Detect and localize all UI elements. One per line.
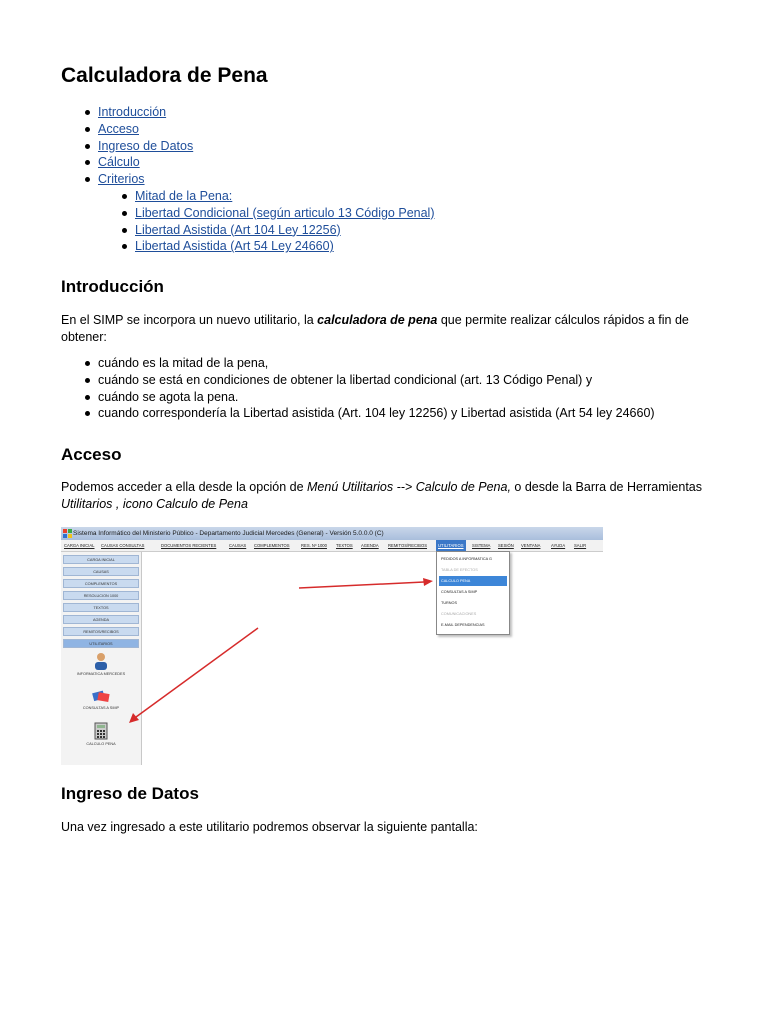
- list-item: cuándo es la mitad de la pena,: [61, 355, 655, 372]
- toc-link-mitad[interactable]: Mitad de la Pena:: [135, 188, 233, 203]
- menu-sistema[interactable]: SISTEMA: [472, 543, 491, 548]
- menu-carga-inicial[interactable]: CARGA INICIAL: [64, 543, 95, 548]
- toc-subitem: [61, 222, 435, 239]
- intro-emphasis: calculadora de pena: [317, 313, 438, 327]
- menu-textos[interactable]: TEXTOS: [336, 543, 353, 548]
- toolbar-label: CALCULO PENA: [86, 742, 116, 746]
- intro-paragraph: [61, 312, 711, 346]
- toc-link-criterios[interactable]: Criterios: [98, 172, 145, 187]
- toc-subitem: [61, 238, 435, 255]
- page-title: Calculadora de Pena: [61, 64, 268, 87]
- section-heading-introduccion: Introducción: [61, 277, 164, 296]
- menu-causas-consultas[interactable]: CAUSAS CONSULTAS: [101, 543, 145, 548]
- sidebar-btn-causas[interactable]: CAUSAS: [63, 567, 139, 576]
- ingreso-paragraph: Una vez ingresado a este utilitario podremos observar la siguiente pantalla:: [61, 820, 478, 834]
- arrow-to-menu: [299, 582, 424, 588]
- menu-complementos[interactable]: COMPLEMENTOS: [254, 543, 290, 548]
- intro-text: En el SIMP se incorpora un nuevo utilitario, la: [61, 313, 318, 327]
- list-item: cuando correspondería la Libertad asistida (Art. 104 ley 12256) y Libertad asistida (Art 54 ley 24660): [61, 405, 655, 422]
- section-heading-ingreso: Ingreso de Datos: [61, 784, 199, 803]
- menu-utilitarios[interactable]: UTILITARIOS: [436, 540, 466, 551]
- toc-link-ingreso[interactable]: Ingreso de Datos: [98, 138, 194, 153]
- sidebar-btn-textos[interactable]: TEXTOS: [63, 603, 139, 612]
- table-of-contents: [61, 104, 435, 255]
- acceso-text-mid: o desde la Barra de Herramientas: [510, 480, 702, 494]
- toc-subitem: [61, 205, 435, 222]
- annotation-arrows: [61, 527, 603, 765]
- section-heading-acceso: Acceso: [61, 445, 122, 464]
- list-item: cuándo se está en condiciones de obtener la libertad condicional (art. 13 Código Penal) y: [61, 372, 655, 389]
- menu-ayuda[interactable]: AYUDA: [551, 543, 566, 548]
- toc-link-libertad-asistida-104[interactable]: Libertad Asistida (Art 104 Ley 12256): [135, 222, 341, 237]
- acceso-toolbar-path: Utilitarios , icono Calculo de Pena: [61, 497, 248, 511]
- menu-documentos-recientes[interactable]: DOCUMENTOS RECIENTES: [161, 543, 217, 548]
- toc-item: [61, 138, 435, 155]
- toc-subitem: [61, 188, 435, 205]
- menu-res-1000[interactable]: RES. Nº 1000: [301, 543, 327, 548]
- acceso-text: Podemos acceder a ella desde la opción de: [61, 480, 307, 494]
- acceso-menu-path: Menú Utilitarios --> Calculo de Pena,: [307, 480, 511, 494]
- menu-salir[interactable]: SALIR: [574, 543, 587, 548]
- toc-link-libertad-condicional[interactable]: Libertad Condicional (según articulo 13 Código Penal): [135, 205, 435, 220]
- dropdown-item[interactable]: E-MAIL DEPENDENCIAS: [441, 623, 485, 627]
- toc-link-libertad-asistida-54[interactable]: Libertad Asistida (Art 54 Ley 24660): [135, 239, 334, 254]
- dropdown-item[interactable]: COMUNICACIONES: [441, 612, 477, 616]
- dropdown-item[interactable]: TABLA DE EFECTOS: [441, 568, 478, 572]
- toc-item: [61, 121, 435, 138]
- menu-remitos[interactable]: REMITOS/RECIBOS: [388, 543, 428, 548]
- sidebar-btn-complementos[interactable]: COMPLEMENTOS: [63, 579, 139, 588]
- sidebar-btn-agenda[interactable]: AGENDA: [63, 615, 139, 624]
- menu-sesion[interactable]: SESIÓN: [498, 543, 514, 548]
- menu-causas[interactable]: CAUSAS: [229, 543, 247, 548]
- dropdown-item[interactable]: TURNOS: [441, 601, 458, 605]
- arrow-to-toolbar: [136, 628, 258, 717]
- toc-item: [61, 154, 435, 171]
- toc-link-introduccion[interactable]: Introducción: [98, 105, 167, 119]
- acceso-paragraph: [61, 479, 711, 513]
- toc-link-acceso[interactable]: Acceso: [98, 121, 139, 136]
- arrowhead-icon: [423, 578, 433, 586]
- app-window-title: Sistema Informático del Ministerio Público - Departamento Judicial Mercedes (General) - Versión 5.0.0.0 (C): [73, 530, 384, 537]
- list-item: cuándo se agota la pena.: [61, 389, 655, 406]
- intro-bullet-list: [61, 355, 655, 422]
- menu-agenda[interactable]: AGENDA: [361, 543, 379, 548]
- dropdown-item-calculo-pena[interactable]: CALCULO PENA: [439, 576, 507, 586]
- dropdown-item[interactable]: PEDIDOS A INFORMATICA G: [441, 557, 492, 561]
- toolbar-label: CONSULTAS A SIMP: [82, 706, 120, 710]
- menu-ventana[interactable]: VENTANA: [521, 543, 541, 548]
- sidebar-btn-resolucion[interactable]: RESOLUCION 1000: [63, 591, 139, 600]
- toc-item: [61, 171, 435, 188]
- dropdown-item[interactable]: CONSULTAS A SIMP: [441, 590, 478, 594]
- sidebar-btn-utilitarios[interactable]: UTILITARIOS: [63, 639, 139, 648]
- sidebar-btn-carga-inicial[interactable]: CARGA INICIAL: [63, 555, 139, 564]
- toc-link-calculo[interactable]: Cálculo: [98, 155, 140, 170]
- intro-text-end: que permite realizar cálculos rápidos a fin de obtener:: [61, 313, 689, 344]
- sidebar-btn-remitos[interactable]: REMITOS/RECIBOS: [63, 627, 139, 636]
- arrowhead-icon: [129, 713, 139, 723]
- app-screenshot: [61, 527, 603, 765]
- toolbar-label: INFORMATICA MERCEDES: [76, 672, 126, 676]
- toc-item: [61, 104, 435, 121]
